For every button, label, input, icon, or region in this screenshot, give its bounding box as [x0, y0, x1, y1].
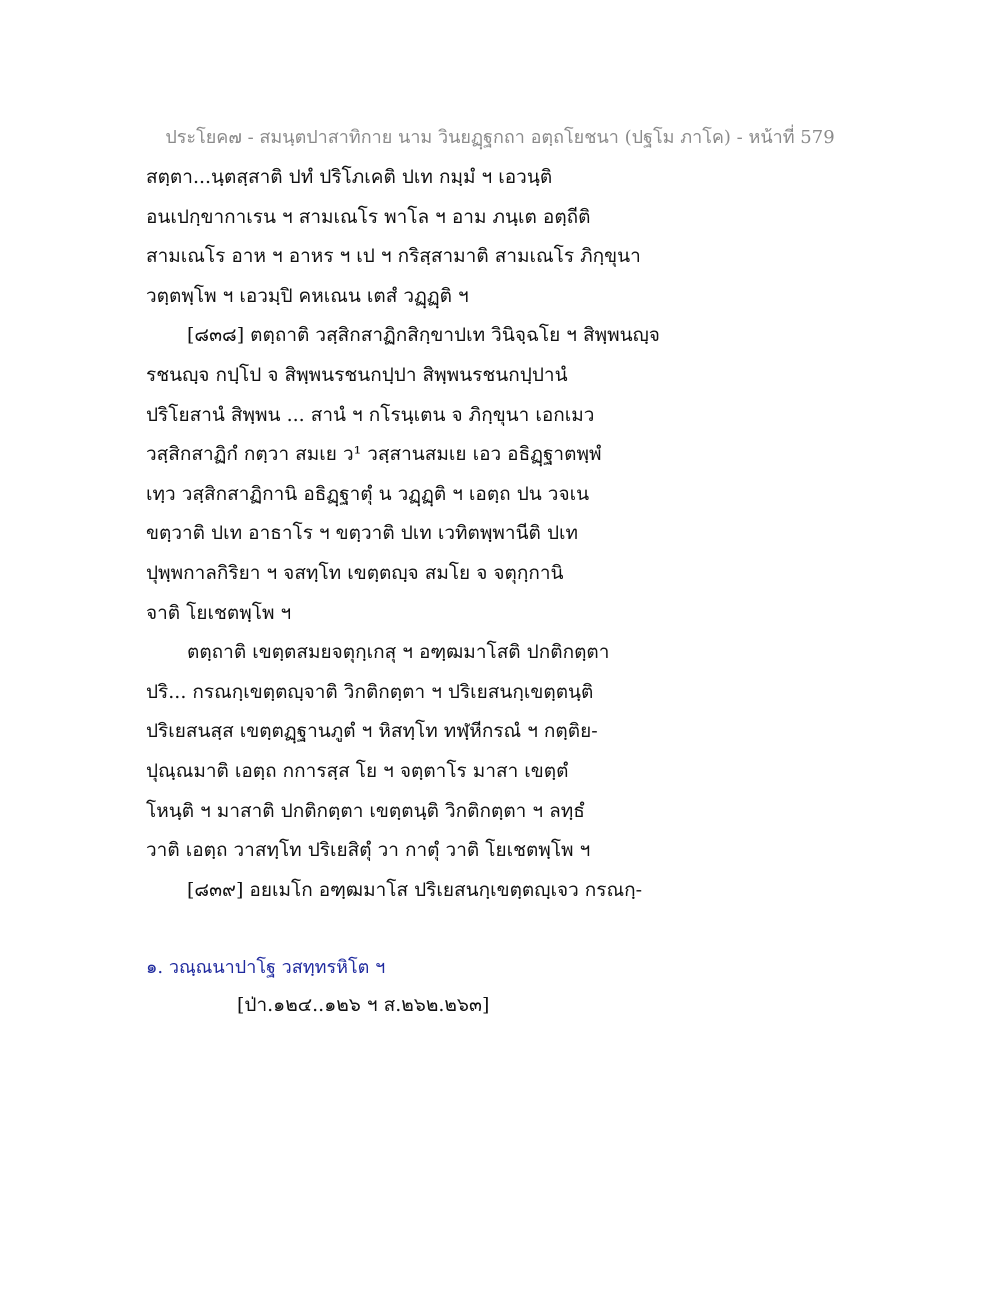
paragraph-start: ตตฺถาติ เขตฺตสมยจตุกฺเกสุ ฯ อฑฺฒมาโสติ ปกติกตฺตา	[187, 641, 610, 664]
page-reference: [ป่า.๑๒๔..๑๒๖ ฯ ส.๒๖๒.๒๖๓]	[237, 994, 490, 1016]
text-line: อนเปกฺขากาเรน ฯ สามเณโร พาโล ฯ อาม ภนฺเต อตฺถีติ	[146, 205, 591, 228]
footnote: ๑. วณฺณนาปาโฐ วสทฺทรหิโต ฯ	[146, 957, 386, 978]
page-header: ประโยค๗ - สมนฺตปาสาทิกาย นาม วินยฏฺฐกถา อตฺถโยชนา (ปฐโม ภาโค) - หน้าที่ 579	[165, 127, 835, 148]
text-line: เทฺว วสฺสิกสาฏิกานิ อธิฏฺฐาตุํ น วฏฺฏฺติ ฯ เอตฺถ ปน วจเน	[146, 482, 590, 505]
body-text	[146, 158, 866, 910]
text-line: สามเณโร อาห ฯ อาหร ฯ เป ฯ กริสฺสามาติ สามเณโร ภิกฺขุนา	[146, 245, 641, 268]
text-line: ปริโยสานํ สิพฺพน ... สานํ ฯ กโรนฺเตน จ ภิกฺขุนา เอกเมว	[146, 403, 595, 426]
paragraph-838-start: [๘๓๘] ตตฺถาติ วสฺสิกสาฏิกสิกฺขาปเท วินิจฺฉโย ฯ สิพฺพนญฺจ	[187, 324, 660, 347]
text-line: รชนญฺจ กปฺโป จ สิพฺพนรชนกปฺปา สิพฺพนรชนกปฺปานํ	[146, 363, 568, 386]
paragraph-839-start: [๘๓๙] อยเมโก อฑฺฒมาโส ปริเยสนกฺเขตฺตญฺเจว กรณกฺ-	[187, 878, 643, 901]
text-line: วตฺตพฺโพ ฯ เอวมฺปิ คหเณน เตสํ วฏฺฏฺติ ฯ	[146, 284, 469, 307]
text-line: วสฺสิกสาฏิกํ กตฺวา สมเย ว¹ วสฺสานสมเย เอว อธิฏฺฐาตพฺพํ	[146, 443, 602, 466]
text-line: ปุณฺณมาติ เอตฺถ กการสฺส โย ฯ จตฺตาโร มาสา เขตฺตํ	[146, 759, 569, 782]
text-line: ปริเยสนสฺส เขตฺตฏฺฐานภูตํ ฯ หิสทฺโท ทฬฺหีกรณํ ฯ กตฺติย-	[146, 720, 598, 743]
text-line: สตฺตา...นฺตสฺสาติ ปทํ ปริโภเคติ ปเท กมฺมํ ฯ เอวนฺติ	[146, 166, 553, 188]
text-line: จาติ โยเชตพฺโพ ฯ	[146, 601, 292, 624]
text-line: ขตฺวาติ ปเท อาธาโร ฯ ขตฺวาติ ปเท เวทิตพฺพานีติ ปเท	[146, 522, 579, 545]
text-line: ปุพฺพกาลกิริยา ฯ จสทฺโท เขตฺตญฺจ สมโย จ จตุกฺกานิ	[146, 561, 564, 584]
text-line: วาติ เอตฺถ วาสทฺโท ปริเยสิตุํ วา กาตุํ วาติ โยเชตพฺโพ ฯ	[146, 839, 591, 862]
text-line: โหนฺติ ฯ มาสาติ ปกติกตฺตา เขตฺตนฺติ วิกติกตฺตา ฯ ลทฺธํ	[146, 799, 585, 822]
text-line: ปริ... กรณกฺเขตฺตญฺจาติ วิกติกตฺตา ฯ ปริเยสนกฺเขตฺตนฺติ	[146, 680, 594, 703]
